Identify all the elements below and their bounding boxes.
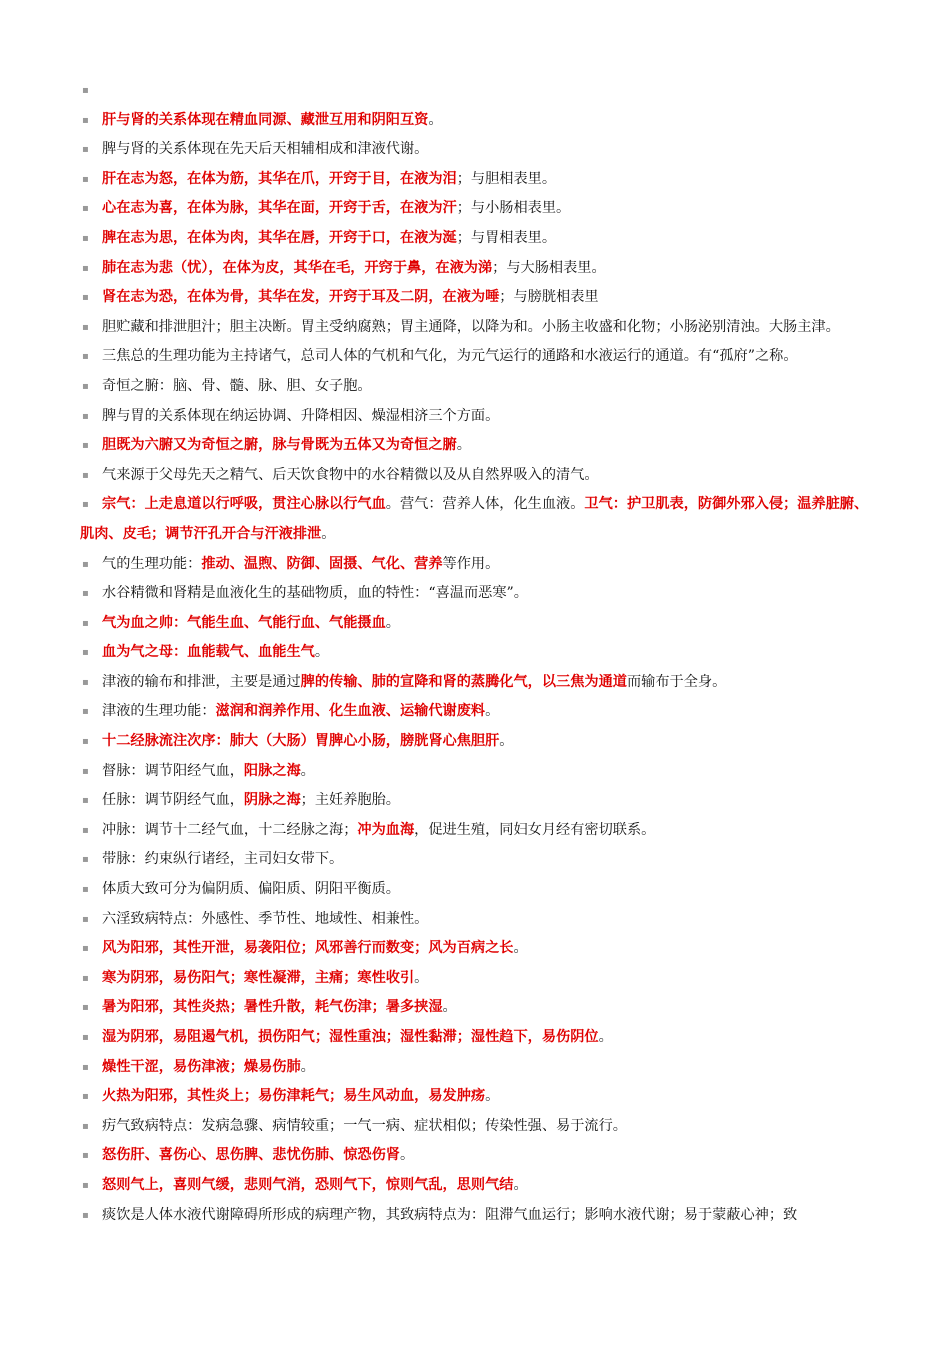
bullet-icon: ▪: [82, 292, 89, 304]
highlight-text: 风为阳邪，其性开泄，易袭阳位；风邪善行而数变；风为百病之长: [102, 940, 514, 957]
bullet-icon: ▪: [82, 884, 89, 896]
list-item: [80, 313, 880, 343]
body-text: ；与大肠相表里。: [492, 259, 606, 276]
body-text: 胆贮藏和排泄胆汁；胆主决断。胃主受纳腐熟；胃主通降，以降为和。小肠主收盛和化物；小肠泌别清浊。大肠主津。: [102, 318, 840, 335]
list-item: [80, 372, 880, 402]
body-text: 带脉：约束纵行诸经，主司妇女带下。: [102, 851, 344, 868]
list-item: [80, 550, 880, 580]
highlight-text: 寒为阴邪，易伤阳气；寒性凝滞，主痛；寒性收引: [102, 969, 415, 986]
body-text: ；与胃相表里。: [456, 229, 557, 246]
body-text: 。: [385, 614, 400, 631]
list-item: [80, 609, 880, 639]
bullet-icon: ▪: [82, 1032, 89, 1043]
body-text: 。: [399, 1147, 415, 1164]
list-item: [80, 431, 880, 461]
list-item: [80, 1141, 880, 1171]
body-text: 脾与肾的关系体现在先天后天相辅相成和津液代谢。: [102, 141, 429, 158]
body-text: 任脉：调节阴经气血，: [102, 792, 244, 809]
highlight-text: 卫气：护卫肌表，防御外邪入侵；温养脏腑、肌肉、皮毛；调节汗孔开合与汗液排泄: [80, 496, 869, 542]
list-item: [80, 964, 880, 994]
highlight-text: 肾在志为恐，在体为骨，其华在发，开窍于耳及二阴，在液为唾: [102, 289, 500, 306]
body-text: 痰饮是人体水液代谢障碍所形成的病理产物，其致病特点为：阻滞气血运行；影响水液代谢；易于蒙蔽心神；致: [102, 1206, 798, 1223]
list-item: [80, 490, 880, 549]
bullet-icon: ▪: [82, 1002, 89, 1014]
highlight-text: 火热为阳邪，其性炎上；易伤津耗气；易生风动血，易发肿疡: [102, 1088, 486, 1105]
list-item: [80, 1201, 880, 1231]
list-item: [80, 194, 880, 224]
list-item: [80, 1171, 880, 1201]
body-text: 三焦总的生理功能为主持诸气，总司人体的气机和气化，为元气运行的通路和水液运行的通道。有“孤府”之称。: [102, 348, 798, 365]
bullet-icon: ▪: [82, 795, 89, 807]
body-text: 。: [598, 1029, 613, 1045]
bullet-icon: ▪: [82, 114, 89, 126]
body-text: 冲脉：调节十二经气血，十二经脉之海；: [102, 821, 358, 838]
bullet-icon: ▪: [82, 647, 89, 659]
bullet-icon: ▪: [82, 410, 89, 422]
body-text: 津液的输布和排泄，主要是通过: [102, 673, 301, 690]
bullet-icon: ▪: [82, 232, 89, 244]
list-item: [80, 1112, 880, 1142]
list-item: [80, 875, 880, 905]
body-text: 。: [485, 703, 500, 720]
list-item: [80, 993, 880, 1023]
body-text: ；主妊养胞胎。: [300, 792, 400, 809]
highlight-text: 冲为血海: [357, 821, 415, 838]
bullet-icon: ▪: [82, 469, 89, 481]
body-text: 。: [321, 525, 336, 542]
highlight-text: 胆既为六腑又为奇恒之腑，脉与骨既为五体又为奇恒之腑: [102, 437, 457, 454]
bullet-icon: ▪: [82, 1179, 89, 1191]
highlight-text: 阳脉之海: [243, 762, 301, 779]
bullet-icon: ▪: [82, 321, 89, 333]
bullet-icon: ▪: [82, 854, 89, 866]
bullet-icon: ▪: [82, 440, 89, 452]
list-item: [80, 76, 880, 106]
bullet-icon: ▪: [82, 972, 89, 984]
list-item: [80, 727, 880, 757]
bullet-icon: ▪: [82, 765, 89, 777]
body-text: 。: [414, 969, 429, 986]
body-text: 奇恒之腑：脑、骨、髓、脉、胆、女子胞。: [102, 377, 372, 394]
bullet-icon: ▪: [82, 173, 89, 185]
body-text: 气的生理功能：: [102, 555, 202, 572]
list-item: [80, 342, 880, 372]
list-item: [80, 579, 880, 609]
bullet-icon: ▪: [82, 144, 89, 156]
highlight-text: 脾在志为思，在体为肉，其华在唇，开窍于口，在液为涎: [102, 229, 457, 246]
body-text: ；与小肠相表里。: [456, 200, 571, 217]
highlight-text: 推动、温煦、防御、固摄、气化、营养: [201, 555, 443, 572]
bullet-icon: ▪: [82, 558, 89, 570]
body-text: 水谷精微和肾精是血液化生的基础物质，血的特性：“喜温而恶寒”。: [102, 585, 528, 602]
highlight-text: 十二经脉流注次序：肺大（大肠）胃脾心小肠，膀胱肾心焦胆肝: [102, 733, 500, 750]
highlight-text: 宗气：上走息道以行呼吸，贯注心脉以行气血: [102, 496, 386, 513]
list-item: [80, 165, 880, 195]
highlight-text: 湿为阴邪，易阻遏气机，损伤阳气；湿性重浊；湿性黏滞；湿性趋下，易伤阴位: [102, 1029, 599, 1045]
highlight-text: 怒则气上，喜则气缓，悲则气消，恐则气下，惊则气乱，思则气结: [102, 1176, 514, 1193]
list-item: [80, 905, 880, 935]
bullet-icon: ▪: [82, 85, 89, 96]
bullet-icon: ▪: [82, 1209, 89, 1221]
body-text: 。: [314, 644, 330, 661]
body-text: 。: [300, 762, 315, 779]
bullet-icon: ▪: [82, 913, 89, 925]
body-text: 。: [499, 733, 514, 750]
body-text: 督脉：调节阳经气血，: [102, 762, 244, 779]
highlight-text: 肝在志为怒，在体为筋，其华在爪，开窍于目，在液为泪: [102, 170, 457, 187]
bullet-icon: ▪: [82, 943, 89, 955]
body-text: 。: [456, 437, 471, 454]
list-item: [80, 638, 880, 668]
body-text: 。: [485, 1088, 500, 1105]
body-text: 。: [513, 1176, 528, 1193]
list-item: [80, 106, 880, 136]
body-text: 。: [513, 940, 528, 957]
bullet-icon: ▪: [82, 203, 89, 215]
bullet-icon: ▪: [82, 824, 89, 836]
body-text: 。营气：营养人体，化生血液。: [385, 496, 585, 513]
body-text: 疠气致病特点：发病急骤、病情较重；一气一病、症状相似；传染性强、易于流行。: [102, 1117, 627, 1134]
body-text: 六淫致病特点：外感性、季节性、地域性、相兼性。: [102, 910, 429, 927]
bullet-icon: ▪: [82, 706, 89, 718]
list-item: [80, 402, 880, 432]
list-item: [80, 461, 880, 491]
bullet-icon: ▪: [82, 676, 89, 688]
bullet-icon: ▪: [82, 1061, 89, 1073]
highlight-text: 脾的传输、肺的宣降和肾的蒸腾化气，以三焦为通道: [300, 673, 627, 690]
list-item: [80, 283, 880, 313]
highlight-text: 气为血之帅：气能生血、气能行血、气能摄血: [102, 614, 386, 631]
list-item: [80, 934, 880, 964]
body-text: 脾与胃的关系体现在纳运协调、升降相因、燥湿相济三个方面。: [102, 407, 500, 424]
list-item: [80, 786, 880, 816]
list-item: [80, 1082, 880, 1112]
body-text: 津液的生理功能：: [102, 703, 216, 720]
bullet-icon: ▪: [82, 617, 89, 629]
highlight-text: 阴脉之海: [243, 792, 301, 809]
list-item: [80, 135, 880, 165]
bullet-icon: ▪: [82, 736, 89, 748]
highlight-text: 暑为阳邪，其性炎热；暑性升散，耗气伤津；暑多挟湿: [102, 999, 443, 1016]
bullet-icon: ▪: [82, 262, 89, 274]
bullet-icon: ▪: [82, 588, 89, 600]
list-item: [80, 757, 880, 787]
body-text: 。: [428, 111, 443, 128]
body-text: ；与膀胱相表里: [499, 289, 599, 306]
highlight-text: 肝与肾的关系体现在精血同源、藏泄互用和阴阳互资: [102, 111, 429, 128]
bullet-icon: ▪: [82, 1091, 89, 1103]
body-text: 气来源于父母先天之精气、后天饮食物中的水谷精微以及从自然界吸入的清气。: [102, 466, 599, 483]
list-item: [80, 224, 880, 254]
body-text: ，促进生殖，同妇女月经有密切联系。: [414, 821, 656, 838]
highlight-text: 肺在志为悲（忧），在体为皮，其华在毛，开窍于鼻，在液为涕: [102, 259, 493, 276]
list-item: [80, 816, 880, 846]
body-text: ；与胆相表里。: [456, 170, 557, 187]
list-item: [80, 845, 880, 875]
highlight-text: 滋润和润养作用、化生血液、运输代谢废料: [215, 703, 486, 720]
highlight-text: 怒伤肝、喜伤心、思伤脾、悲忧伤肺、惊恐伤肾: [102, 1147, 400, 1164]
body-text: 。: [442, 999, 457, 1016]
bullet-icon: ▪: [82, 1150, 89, 1162]
list-item: [80, 1053, 880, 1083]
body-text: 等作用。: [442, 555, 500, 572]
highlight-text: 燥性干涩，易伤津液；燥易伤肺: [102, 1058, 301, 1075]
body-text: 而输布于全身。: [626, 673, 727, 690]
body-text: 体质大致可分为偏阴质、偏阳质、阴阳平衡质。: [102, 881, 400, 898]
highlight-text: 血为气之母：血能载气、血能生气: [102, 644, 315, 661]
bullet-icon: ▪: [82, 499, 89, 511]
bullet-icon: ▪: [82, 1120, 89, 1132]
highlight-text: 心在志为喜，在体为脉，其华在面，开窍于舌，在液为汗: [102, 200, 457, 217]
body-text: 。: [300, 1058, 315, 1075]
list-item: [80, 254, 880, 284]
list-item: [80, 668, 880, 698]
list-item: [80, 697, 880, 727]
bullet-icon: ▪: [82, 380, 89, 392]
list-item: [80, 1023, 880, 1053]
bullet-icon: ▪: [82, 351, 89, 363]
